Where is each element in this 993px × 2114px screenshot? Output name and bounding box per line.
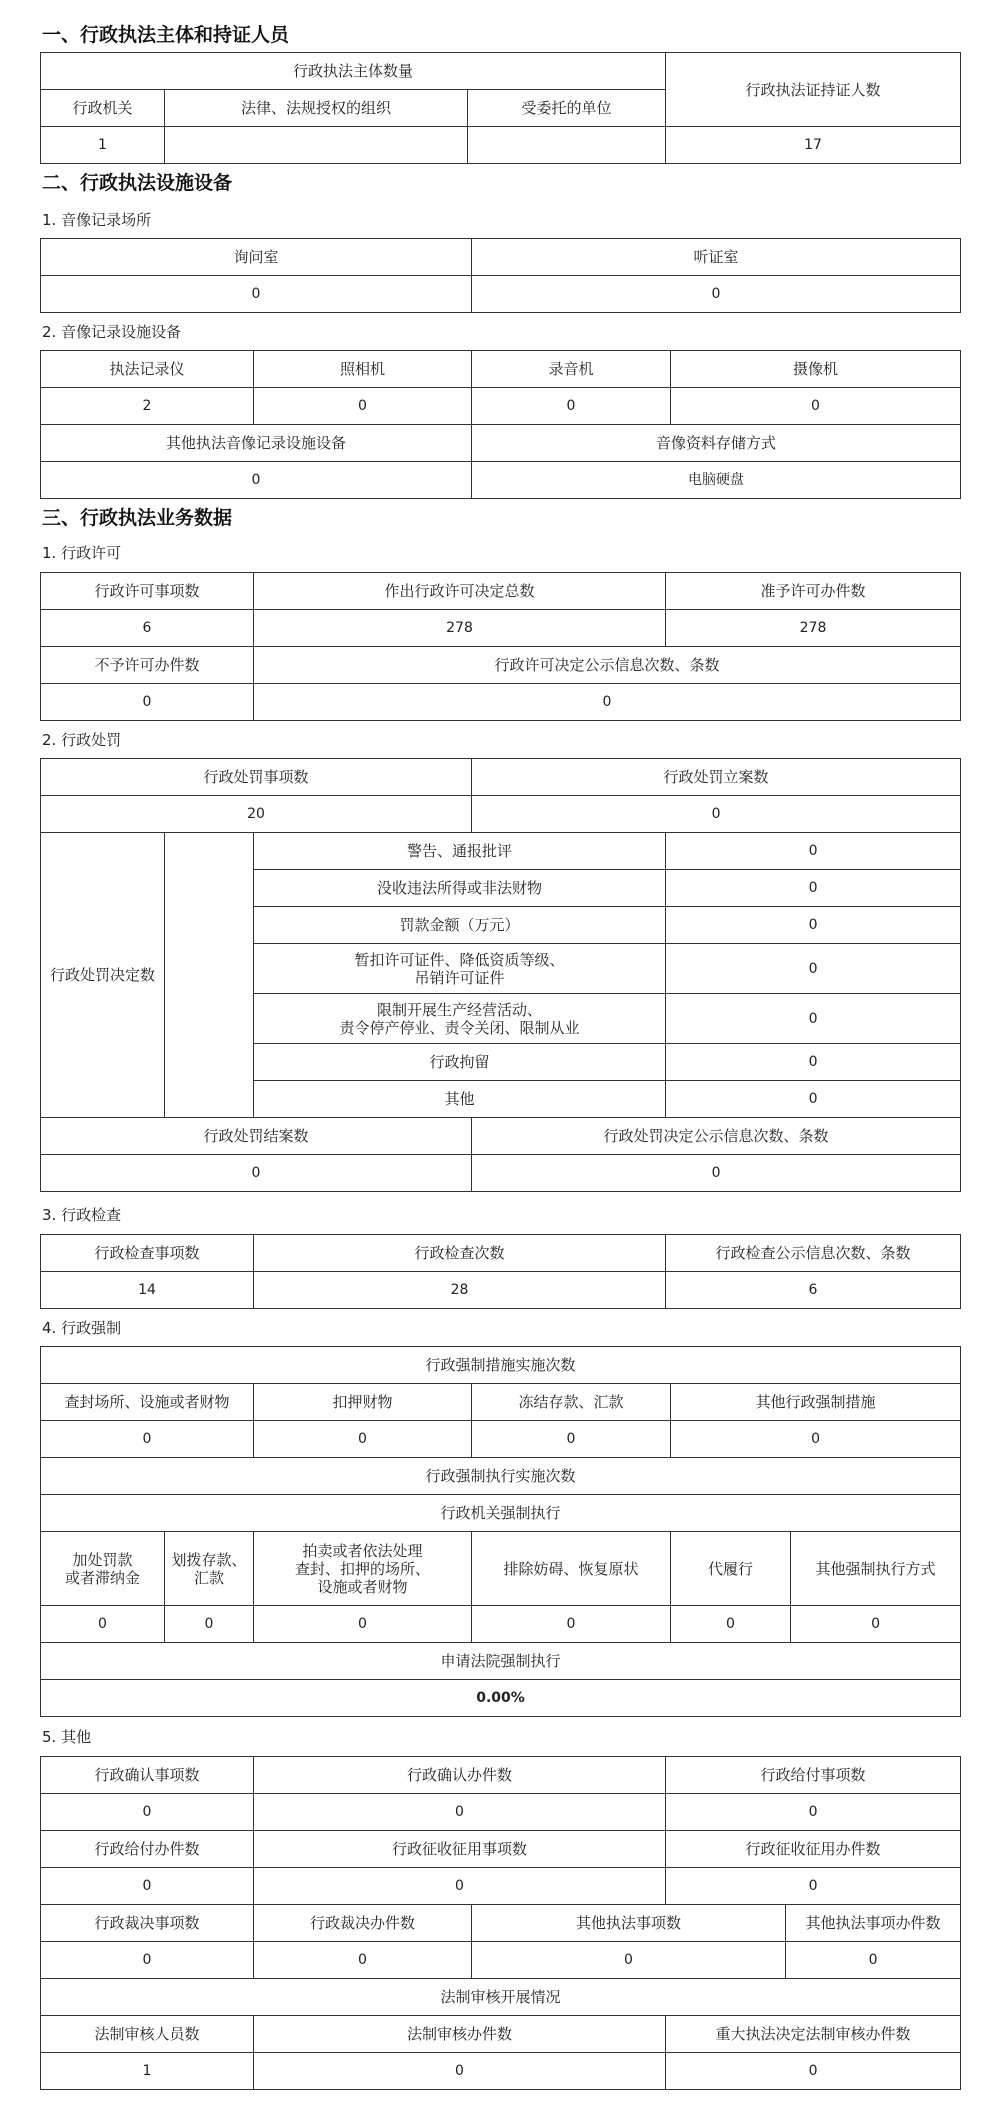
payment-cases-value: 0 bbox=[41, 1868, 254, 1905]
enforcement-measures-header: 行政强制措施实施次数 bbox=[41, 1347, 961, 1384]
enforcement-execution-header: 行政强制执行实施次数 bbox=[41, 1458, 961, 1495]
inspection-publicity-value: 6 bbox=[666, 1272, 961, 1309]
seal-value: 0 bbox=[41, 1421, 254, 1458]
penalty-type-license-suspension-line2: 吊销许可证件 bbox=[414, 968, 505, 987]
confirmation-items-header: 行政确认事项数 bbox=[41, 1757, 254, 1794]
enforcement-table bbox=[40, 1346, 961, 1717]
transfer-line1: 划拨存款、 bbox=[171, 1550, 247, 1569]
confirmation-cases-header: 行政确认办件数 bbox=[254, 1757, 666, 1794]
payment-cases-header: 行政给付办件数 bbox=[41, 1831, 254, 1868]
subjects-table bbox=[40, 52, 961, 164]
levy-cases-value: 0 bbox=[666, 1868, 961, 1905]
seize-value: 0 bbox=[254, 1421, 472, 1458]
subsection-title-enforcement: 4. 行政强制 bbox=[42, 1319, 122, 1337]
license-decisions-header: 作出行政许可决定总数 bbox=[254, 573, 666, 610]
penalty-type-confiscation-value: 0 bbox=[666, 870, 961, 907]
video-camera-header: 摄像机 bbox=[671, 351, 961, 388]
subsection-title-other: 5. 其他 bbox=[42, 1728, 92, 1746]
reviewers-header: 法制审核人员数 bbox=[41, 2016, 254, 2053]
subsection-title-recording-devices: 2. 音像记录设施设备 bbox=[42, 323, 182, 341]
auction-line3: 设施或者财物 bbox=[317, 1577, 408, 1596]
agency-value: 1 bbox=[41, 127, 165, 164]
other-execution-value: 0 bbox=[791, 1606, 961, 1643]
other-execution-header: 其他强制执行方式 bbox=[791, 1532, 961, 1606]
remove-obstruction-value: 0 bbox=[472, 1606, 671, 1643]
body-recorder-value: 2 bbox=[41, 388, 254, 425]
late-fine-line1: 加处罚款 bbox=[72, 1550, 133, 1569]
late-fine-line2: 或者滞纳金 bbox=[64, 1568, 140, 1587]
levy-cases-header: 行政征收征用办件数 bbox=[666, 1831, 961, 1868]
penalty-filed-header: 行政处罚立案数 bbox=[472, 759, 961, 796]
other-cases-value: 0 bbox=[786, 1942, 961, 1979]
remove-obstruction-header: 排除妨碍、恢复原状 bbox=[472, 1532, 671, 1606]
penalty-table bbox=[40, 758, 961, 1192]
inspection-items-value: 14 bbox=[41, 1272, 254, 1309]
video-camera-value: 0 bbox=[671, 388, 961, 425]
penalty-type-business-restriction-line2: 责令停产停业、责令关闭、限制从业 bbox=[339, 1018, 580, 1037]
section-title-business-data: 三、行政执法业务数据 bbox=[42, 507, 233, 529]
inspection-count-header: 行政检查次数 bbox=[254, 1235, 666, 1272]
penalty-publicity-header: 行政处罚决定公示信息次数、条数 bbox=[472, 1118, 961, 1155]
penalty-type-license-suspension-value: 0 bbox=[666, 944, 961, 994]
levy-items-value: 0 bbox=[254, 1868, 666, 1905]
recording-rooms-table bbox=[40, 238, 961, 313]
confirmation-items-value: 0 bbox=[41, 1794, 254, 1831]
penalty-publicity-value: 0 bbox=[472, 1155, 961, 1192]
penalty-type-business-restriction-line1: 限制开展生产经营活动、 bbox=[377, 1000, 543, 1019]
inspection-table bbox=[40, 1234, 961, 1309]
authorized-org-header: 法律、法规授权的组织 bbox=[165, 90, 468, 127]
transfer-value: 0 bbox=[165, 1606, 254, 1643]
auction-header bbox=[254, 1532, 472, 1606]
license-denied-value: 0 bbox=[41, 684, 254, 721]
penalty-closed-value: 0 bbox=[41, 1155, 472, 1192]
agency-execution-header: 行政机关强制执行 bbox=[41, 1495, 961, 1532]
audio-recorder-value: 0 bbox=[472, 388, 671, 425]
penalty-type-detention-value: 0 bbox=[666, 1044, 961, 1081]
court-execution-value: 0.00% bbox=[41, 1680, 961, 1717]
late-fine-value: 0 bbox=[41, 1606, 165, 1643]
other-equipment-value: 0 bbox=[41, 462, 472, 499]
confirmation-cases-value: 0 bbox=[254, 1794, 666, 1831]
levy-items-header: 行政征收征用事项数 bbox=[254, 1831, 666, 1868]
penalty-type-other-value: 0 bbox=[666, 1081, 961, 1118]
other-table bbox=[40, 1756, 961, 2090]
penalty-type-confiscation: 没收违法所得或非法财物 bbox=[254, 870, 666, 907]
penalty-type-license-suspension bbox=[254, 944, 666, 994]
license-granted-header: 准予许可办件数 bbox=[666, 573, 961, 610]
hearing-room-value: 0 bbox=[472, 276, 961, 313]
freeze-header: 冻结存款、汇款 bbox=[472, 1384, 671, 1421]
section-title-subjects: 一、行政执法主体和持证人员 bbox=[42, 24, 290, 46]
ruling-items-value: 0 bbox=[41, 1942, 254, 1979]
license-decisions-value: 278 bbox=[254, 610, 666, 647]
subsection-title-penalty: 2. 行政处罚 bbox=[42, 731, 122, 749]
auction-value: 0 bbox=[254, 1606, 472, 1643]
other-cases-header: 其他执法事项办件数 bbox=[786, 1905, 961, 1942]
body-recorder-header: 执法记录仪 bbox=[41, 351, 254, 388]
license-granted-value: 278 bbox=[666, 610, 961, 647]
penalty-filed-value: 0 bbox=[472, 796, 961, 833]
license-publicity-value: 0 bbox=[254, 684, 961, 721]
seize-header: 扣押财物 bbox=[254, 1384, 472, 1421]
holders-header: 行政执法证持证人数 bbox=[666, 53, 961, 127]
license-items-header: 行政许可事项数 bbox=[41, 573, 254, 610]
penalty-items-header: 行政处罚事项数 bbox=[41, 759, 472, 796]
interrogation-room-header: 询问室 bbox=[41, 239, 472, 276]
ruling-cases-header: 行政裁决办件数 bbox=[254, 1905, 472, 1942]
other-equipment-header: 其他执法音像记录设施设备 bbox=[41, 425, 472, 462]
penalty-items-value: 20 bbox=[41, 796, 472, 833]
penalty-type-other: 其他 bbox=[254, 1081, 666, 1118]
inspection-count-value: 28 bbox=[254, 1272, 666, 1309]
hearing-room-header: 听证室 bbox=[472, 239, 961, 276]
storage-method-value: 电脑硬盘 bbox=[472, 462, 961, 499]
license-table bbox=[40, 572, 961, 721]
penalty-type-fine-value: 0 bbox=[666, 907, 961, 944]
camera-value: 0 bbox=[254, 388, 472, 425]
camera-header: 照相机 bbox=[254, 351, 472, 388]
penalty-type-warning-value: 0 bbox=[666, 833, 961, 870]
penalty-type-license-suspension-line1: 暂扣许可证件、降低资质等级、 bbox=[354, 950, 565, 969]
inspection-publicity-header: 行政检查公示信息次数、条数 bbox=[666, 1235, 961, 1272]
payment-items-header: 行政给付事项数 bbox=[666, 1757, 961, 1794]
ruling-cases-value: 0 bbox=[254, 1942, 472, 1979]
substitute-performance-value: 0 bbox=[671, 1606, 791, 1643]
inspection-items-header: 行政检查事项数 bbox=[41, 1235, 254, 1272]
penalty-decisions-spacer bbox=[165, 833, 254, 1118]
legal-review-header: 法制审核开展情况 bbox=[41, 1979, 961, 2016]
penalty-decisions-header: 行政处罚决定数 bbox=[41, 833, 165, 1118]
other-items-value: 0 bbox=[472, 1942, 786, 1979]
major-reviewed-cases-value: 0 bbox=[666, 2053, 961, 2090]
recording-devices-table bbox=[40, 350, 961, 499]
major-reviewed-cases-header: 重大执法决定法制审核办件数 bbox=[666, 2016, 961, 2053]
penalty-type-business-restriction-value: 0 bbox=[666, 994, 961, 1044]
ruling-items-header: 行政裁决事项数 bbox=[41, 1905, 254, 1942]
license-denied-header: 不予许可办件数 bbox=[41, 647, 254, 684]
penalty-closed-header: 行政处罚结案数 bbox=[41, 1118, 472, 1155]
subsection-title-recording-rooms: 1. 音像记录场所 bbox=[42, 211, 152, 229]
entrusted-unit-value bbox=[468, 127, 666, 164]
other-measures-header: 其他行政强制措施 bbox=[671, 1384, 961, 1421]
subsection-title-license: 1. 行政许可 bbox=[42, 544, 122, 562]
penalty-type-fine: 罚款金额（万元） bbox=[254, 907, 666, 944]
court-execution-header: 申请法院强制执行 bbox=[41, 1643, 961, 1680]
authorized-org-value bbox=[165, 127, 468, 164]
reviewed-cases-header: 法制审核办件数 bbox=[254, 2016, 666, 2053]
penalty-type-warning: 警告、通报批评 bbox=[254, 833, 666, 870]
payment-items-value: 0 bbox=[666, 1794, 961, 1831]
entrusted-unit-header: 受委托的单位 bbox=[468, 90, 666, 127]
audio-recorder-header: 录音机 bbox=[472, 351, 671, 388]
penalty-type-detention: 行政拘留 bbox=[254, 1044, 666, 1081]
other-items-header: 其他执法事项数 bbox=[472, 1905, 786, 1942]
seal-header: 查封场所、设施或者财物 bbox=[41, 1384, 254, 1421]
section-title-equipment: 二、行政执法设施设备 bbox=[42, 172, 233, 194]
other-measures-value: 0 bbox=[671, 1421, 961, 1458]
auction-line1: 拍卖或者依法处理 bbox=[302, 1541, 423, 1560]
penalty-type-business-restriction bbox=[254, 994, 666, 1044]
late-fine-header bbox=[41, 1532, 165, 1606]
substitute-performance-header: 代履行 bbox=[671, 1532, 791, 1606]
reviewers-value: 1 bbox=[41, 2053, 254, 2090]
auction-line2: 查封、扣押的场所、 bbox=[294, 1559, 430, 1578]
reviewed-cases-value: 0 bbox=[254, 2053, 666, 2090]
freeze-value: 0 bbox=[472, 1421, 671, 1458]
license-publicity-header: 行政许可决定公示信息次数、条数 bbox=[254, 647, 961, 684]
transfer-header bbox=[165, 1532, 254, 1606]
subject-count-header: 行政执法主体数量 bbox=[41, 53, 666, 90]
transfer-line2: 汇款 bbox=[193, 1568, 224, 1587]
holders-value: 17 bbox=[666, 127, 961, 164]
subsection-title-inspection: 3. 行政检查 bbox=[42, 1206, 122, 1224]
storage-method-header: 音像资料存储方式 bbox=[472, 425, 961, 462]
agency-header: 行政机关 bbox=[41, 90, 165, 127]
license-items-value: 6 bbox=[41, 610, 254, 647]
interrogation-room-value: 0 bbox=[41, 276, 472, 313]
